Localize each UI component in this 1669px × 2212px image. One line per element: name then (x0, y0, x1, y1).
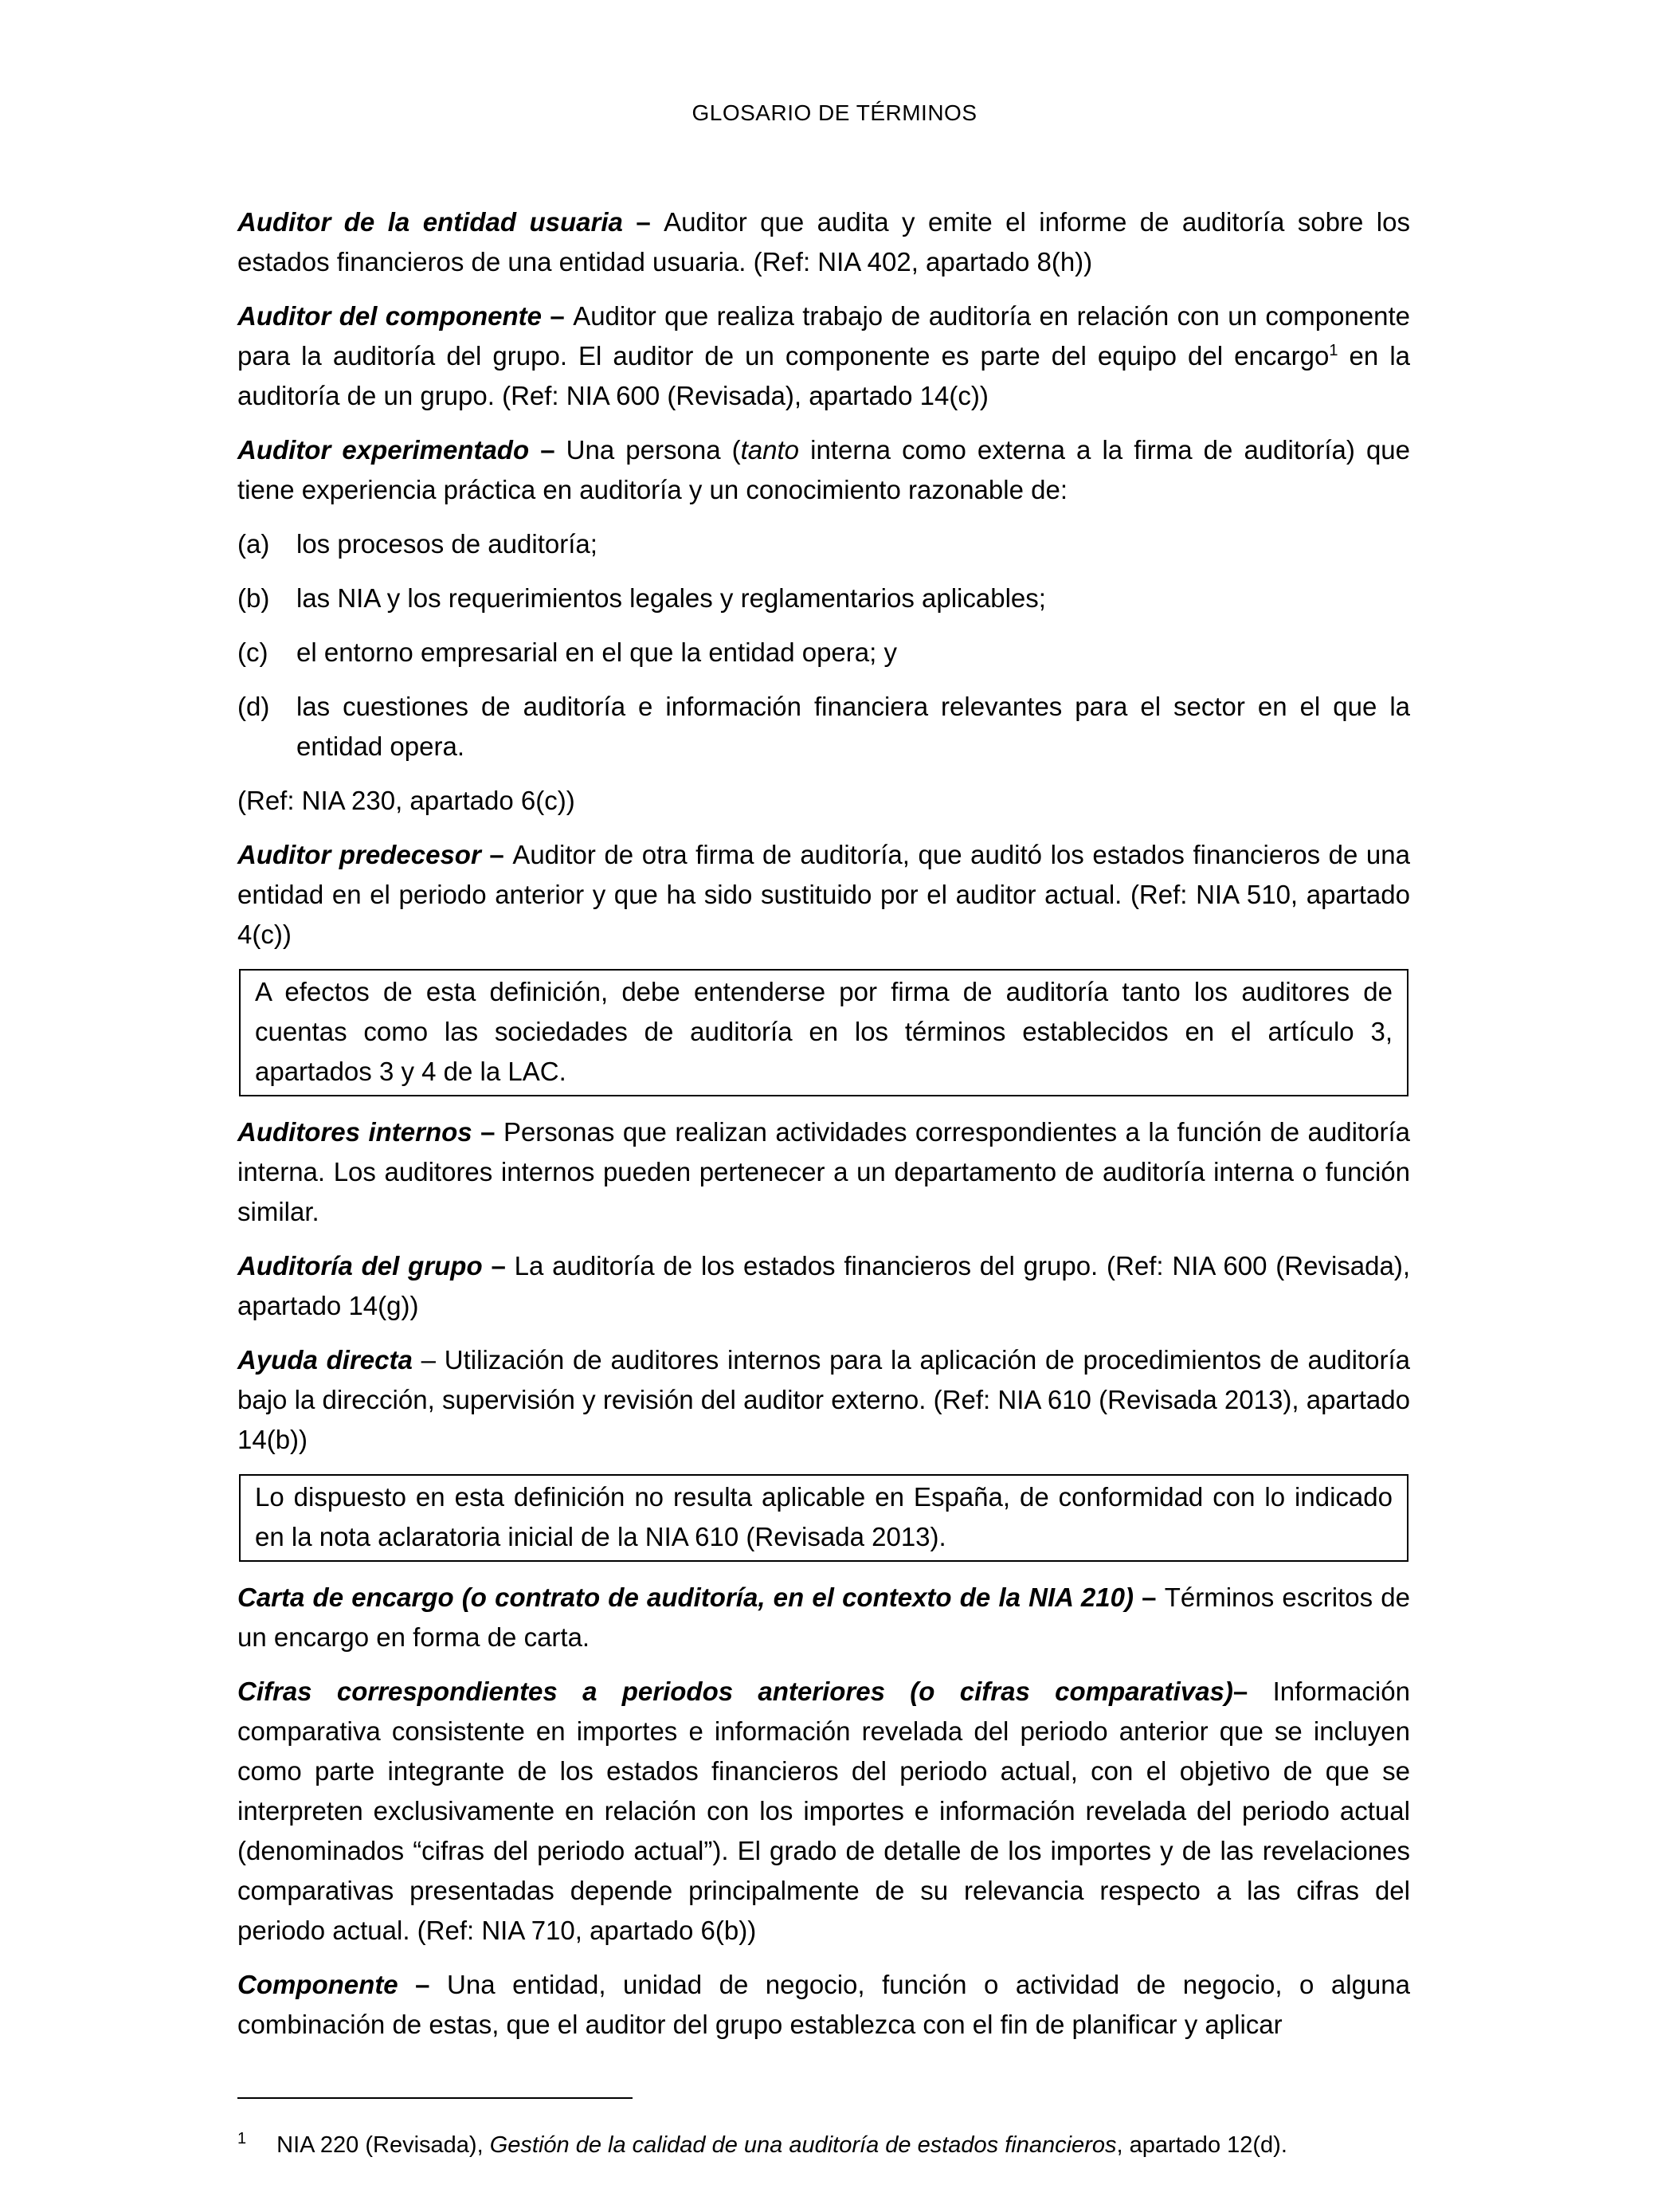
glossary-entry (237, 430, 1410, 510)
entry-separator: – (472, 1117, 503, 1147)
entry-term: Carta de encargo (o contrato de auditoría, en el contexto de la NIA 210) (237, 1583, 1134, 1612)
glossary-entry (237, 1578, 1410, 1657)
entry-term: Auditor experimentado (237, 435, 530, 465)
list-item (237, 578, 1410, 618)
entry-separator: – (529, 435, 566, 465)
entry-definition: Auditor de otra firma de auditoría, que auditó los estados financieros de una entidad en el periodo anterior y que ha sido sustituido por el auditor actual. (Ref: NIA 510, apartado 4(c)) (237, 840, 1410, 949)
glossary-entry (237, 1965, 1410, 2045)
entry-definition: Auditor que audita y emite el informe de auditoría sobre los estados financieros de una entidad usuaria. (Ref: NIA 402, apartado 8(h)) (237, 207, 1410, 276)
list-item (237, 524, 1410, 564)
clarification-box: A efectos de esta definición, debe entenderse por firma de auditoría tanto los auditores de cuentas como las sociedades de auditoría en los términos establecidos en el artículo 3, apartados 3 y 4 de la LAC. (239, 969, 1408, 1096)
entry-definition-cont: interna como externa a la firma de auditoría) que tiene experiencia práctica en auditoría y un conocimiento razonable de: (237, 435, 1410, 504)
entry-separator: – (1133, 1583, 1165, 1612)
entry-separator: – (542, 301, 574, 331)
footnote-separator (237, 2097, 633, 2099)
glossary-entry (237, 202, 1410, 282)
entry-definition-cont: en la auditoría de un grupo. (Ref: NIA 600 (Revisada), apartado 14(c)) (237, 341, 1410, 410)
glossary-entry (237, 1672, 1410, 1951)
entry-separator: – (398, 1970, 448, 1999)
footnote-number: 1 (237, 2130, 247, 2148)
entry-definition: Personas que realizan actividades correspondientes a la función de auditoría interna. Los auditores internos pueden pertenecer a un departamento de auditoría interna o función similar. (237, 1117, 1410, 1226)
page-title: GLOSARIO DE TÉRMINOS (691, 100, 978, 125)
footnote (237, 2129, 1432, 2161)
glossary-entry (237, 1340, 1410, 1460)
entry-definition: Auditor que realiza trabajo de auditoría en relación con un componente para la auditoría del grupo. El auditor de un componente es parte del equipo del encargo (237, 301, 1410, 371)
list-text: los procesos de auditoría; (296, 529, 597, 559)
entry-term: Auditor predecesor (237, 840, 481, 869)
glossary-entry (237, 1112, 1410, 1232)
glossary-entry (237, 1246, 1410, 1326)
glossary-entry (237, 296, 1410, 416)
glossary-entry (237, 835, 1410, 955)
entry-term: Ayuda directa (237, 1345, 413, 1375)
entry-definition: Utilización de auditores internos para la aplicación de procedimientos de auditoría bajo la dirección, supervisión y revisión del auditor externo. (Ref: NIA 610 (Revisada 2013), apartado 14(b)) (237, 1345, 1410, 1454)
entry-term: Auditor de la entidad usuaria (237, 207, 623, 237)
list-text: las NIA y los requerimientos legales y reglamentarios aplicables; (296, 583, 1046, 613)
entry-definition: Información comparativa consistente en importes e información revelada del periodo anterior que se incluyen como parte integrante de los estados financieros del periodo actual, con el objetivo de que se interpreten exclusivamente en relación con los importes e información revelada del periodo actual (denominados “cifras del periodo actual”). El grado de detalle de los importes y de las revelaciones comparativas presentadas depende principalmente de su relevancia respecto a las cifras del periodo actual. (Ref: NIA 710, apartado 6(b)) (237, 1677, 1410, 1945)
entry-term: Cifras correspondientes a periodos anteriores (o cifras comparativas) (237, 1677, 1233, 1706)
footnote-text: NIA 220 (Revisada), (276, 2132, 490, 2158)
entry-term: Auditores internos (237, 1117, 472, 1147)
footnote-reference[interactable]: 1 (1329, 342, 1338, 359)
footnote-text-cont: , apartado 12(d). (1116, 2132, 1287, 2158)
clarification-box: Lo dispuesto en esta definición no resulta aplicable en España, de conformidad con lo indicado en la nota aclaratoria inicial de la NIA 610 (Revisada 2013). (239, 1474, 1408, 1562)
entry-definition: Términos escritos de un encargo en forma de carta. (237, 1583, 1410, 1652)
entry-definition: La auditoría de los estados financieros del grupo. (Ref: NIA 600 (Revisada), apartado 14(g)) (237, 1251, 1410, 1320)
list-letter: (b) (237, 583, 270, 613)
footnote-title: Gestión de la calidad de una auditoría de estados financieros (489, 2132, 1117, 2158)
entry-term: Auditor del componente (237, 301, 542, 331)
entry-separator: – (482, 1251, 515, 1281)
entry-definition: Una entidad, unidad de negocio, función o actividad de negocio, o alguna combinación de estas, que el auditor del grupo establezca con el fin de planificar y aplicar (237, 1970, 1410, 2039)
entry-definition: Una persona ( (566, 435, 741, 465)
entry-reference: (Ref: NIA 230, apartado 6(c)) (237, 786, 575, 815)
list-letter: (d) (237, 692, 270, 721)
entry-term: Componente (237, 1970, 398, 1999)
entry-definition-italic: tanto (740, 435, 800, 465)
glossary-content (237, 202, 1410, 2059)
list-text: las cuestiones de auditoría e información financiera relevantes para el sector en el que la entidad opera. (296, 692, 1410, 761)
list-letter: (a) (237, 529, 270, 559)
entry-separator: – (480, 840, 513, 869)
list-item (237, 633, 1410, 673)
entry-term: Auditoría del grupo (237, 1251, 483, 1281)
list-item (237, 687, 1410, 767)
entry-separator: – (622, 207, 664, 237)
entry-separator: – (1232, 1677, 1273, 1706)
list-letter: (c) (237, 637, 268, 667)
entry-separator: – (412, 1345, 445, 1375)
list-text: el entorno empresarial en el que la entidad opera; y (296, 637, 897, 667)
